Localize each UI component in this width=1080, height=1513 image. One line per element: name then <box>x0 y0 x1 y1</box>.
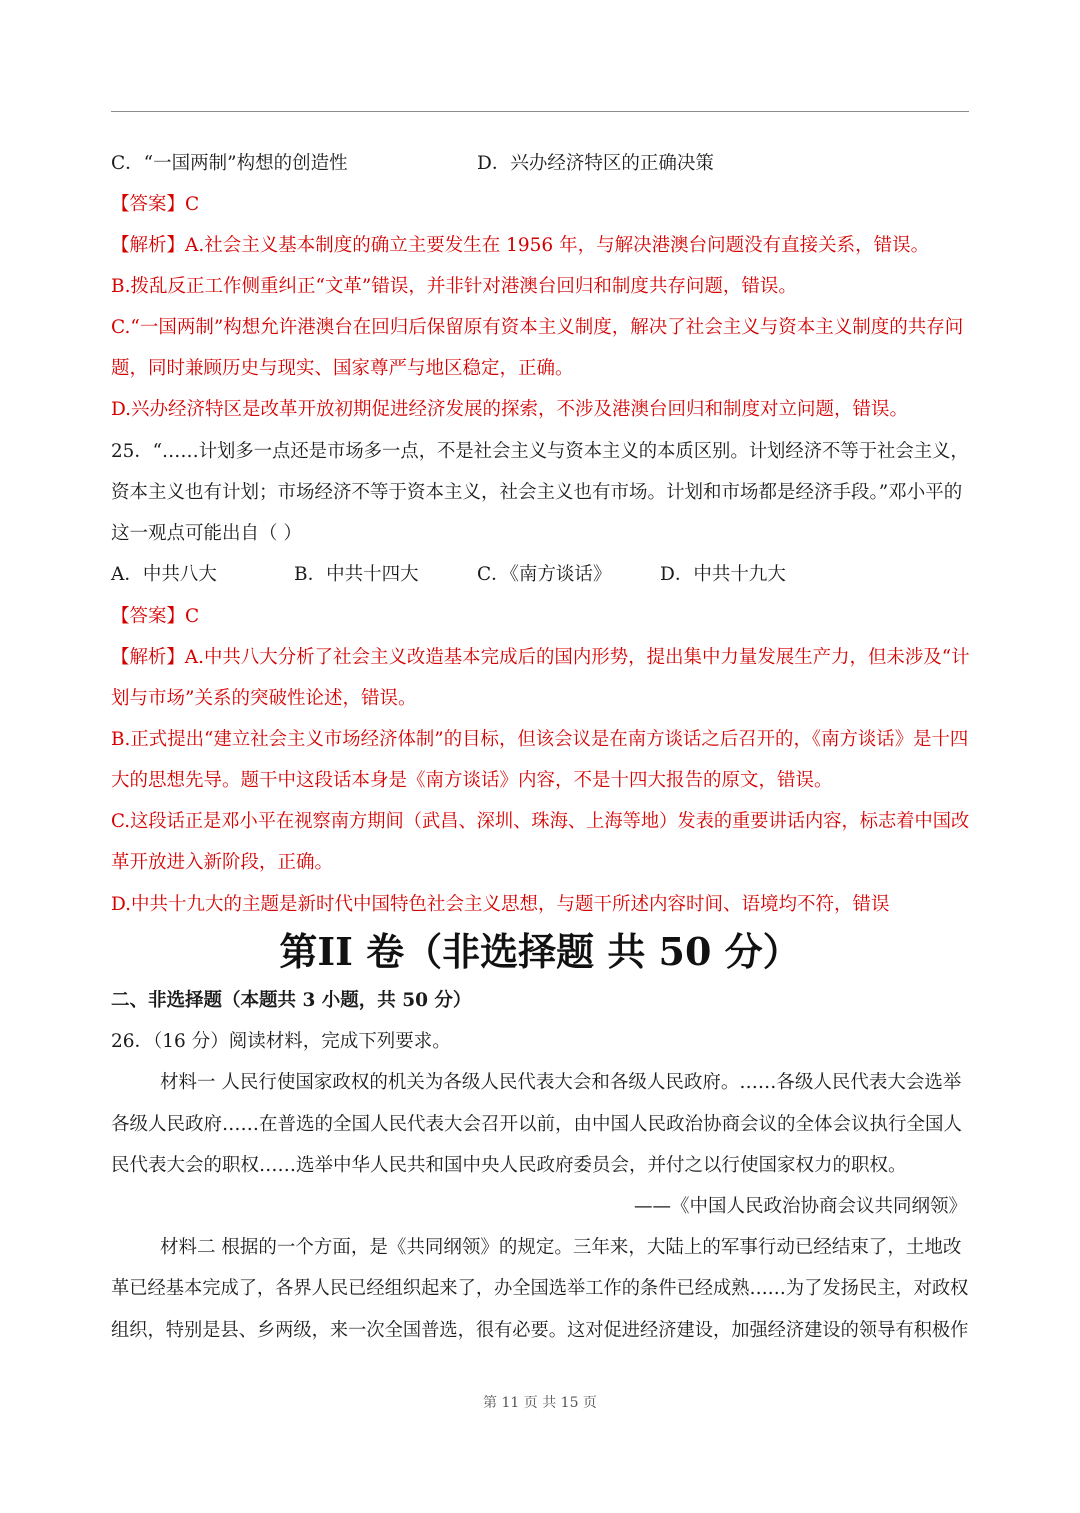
q25-analysis-line: C.这段话正是邓小平在视察南方期间（武昌、深圳、珠海、上海等地）发表的重要讲话内容，标志着中国改 <box>111 811 970 832</box>
q26-material1-line: 材料一 人民行使国家政权的机关为各级人民代表大会和各级人民政府。……各级人民代表大会选举 <box>160 1072 962 1093</box>
q26-material1-source: ——《中国人民政治协商会议共同纲领》 <box>633 1196 967 1217</box>
section-subtitle: 二、非选择题（本题共 3 小题，共 50 分） <box>111 990 472 1011</box>
q25-analysis-line: B.正式提出“建立社会主义市场经济体制”的目标，但该会议是在南方谈话之后召开的，《南方谈话》是十四 <box>111 729 969 750</box>
q24-analysis-line: B.拨乱反正工作侧重纠正“文革”错误，并非针对港澳台回归和制度共存问题，错误。 <box>111 276 797 297</box>
q24-option-d: D．兴办经济特区的正确决策 <box>477 153 714 174</box>
q25-stem-line: 25．“……计划多一点还是市场多一点，不是社会主义与资本主义的本质区别。计划经济不等于社会主义， <box>111 441 969 462</box>
q25-answer: 【答案】C <box>111 606 200 627</box>
header-rule <box>111 111 969 112</box>
page-footer: 第 11 页 共 15 页 <box>483 1395 597 1411</box>
q25-analysis-line: 划与市场”关系的突破性论述，错误。 <box>111 688 417 709</box>
q25-analysis-line: D.中共十九大的主题是新时代中国特色社会主义思想，与题干所述内容时间、语境均不符，错误 <box>111 894 890 915</box>
q25-analysis-line: 革开放进入新阶段，正确。 <box>111 852 334 873</box>
q26-stem: 26．（16 分）阅读材料，完成下列要求。 <box>111 1031 451 1052</box>
q24-option-c: C．“一国两制”构想的创造性 <box>111 153 348 174</box>
section-title: 第II 卷（非选择题 共 50 分） <box>279 929 801 974</box>
q25-stem-line: 资本主义也有计划；市场经济不等于资本主义，社会主义也有市场。计划和市场都是经济手段。”邓小平的 <box>111 482 963 503</box>
q24-analysis-line: D.兴办经济特区是改革开放初期促进经济发展的探索，不涉及港澳台回归和制度对立问题，错误。 <box>111 399 909 420</box>
q26-material2-line: 组织，特别是县、乡两级，来一次全国普选，很有必要。这对促进经济建设，加强经济建设的领导有积极作 <box>111 1320 969 1341</box>
q25-option-d: D．中共十九大 <box>660 564 786 585</box>
q25-stem-line: 这一观点可能出自（ ） <box>111 523 302 544</box>
q26-material2-line: 革已经基本完成了，各界人民已经组织起来了，办全国选举工作的条件已经成熟……为了发扬民主，对政权 <box>111 1278 969 1299</box>
q24-answer: 【答案】C <box>111 194 200 215</box>
q25-analysis-line: 大的思想先导。题干中这段话本身是《南方谈话》内容，不是十四大报告的原文，错误。 <box>111 770 833 791</box>
q26-material1-line: 各级人民政府……在普选的全国人民代表大会召开以前，由中国人民政治协商会议的全体会议执行全国人 <box>111 1114 963 1135</box>
q25-analysis-line: 【解析】A.中共八大分析了社会主义改造基本完成后的国内形势，提出集中力量发展生产力，但未涉及“计 <box>111 647 970 668</box>
q24-analysis-line: C.“一国两制”构想允许港澳台在回归后保留原有资本主义制度，解决了社会主义与资本主义制度的共存问 <box>111 317 964 338</box>
q26-material1-line: 民代表大会的职权……选举中华人民共和国中央人民政府委员会，并付之以行使国家权力的职权。 <box>111 1155 907 1176</box>
q24-analysis-line: 题，同时兼顾历史与现实、国家尊严与地区稳定，正确。 <box>111 358 574 379</box>
q26-material2-line: 材料二 根据的一个方面，是《共同纲领》的规定。三年来，大陆上的军事行动已经结束了，土地改 <box>160 1237 962 1258</box>
q25-option-c: C．《南方谈话》 <box>477 564 612 585</box>
q24-analysis-line: 【解析】A.社会主义基本制度的确立主要发生在 1956 年，与解决港澳台问题没有直接关系，错误。 <box>111 235 930 256</box>
q25-option-b: B．中共十四大 <box>294 564 419 585</box>
q25-option-a: A．中共八大 <box>111 564 217 585</box>
